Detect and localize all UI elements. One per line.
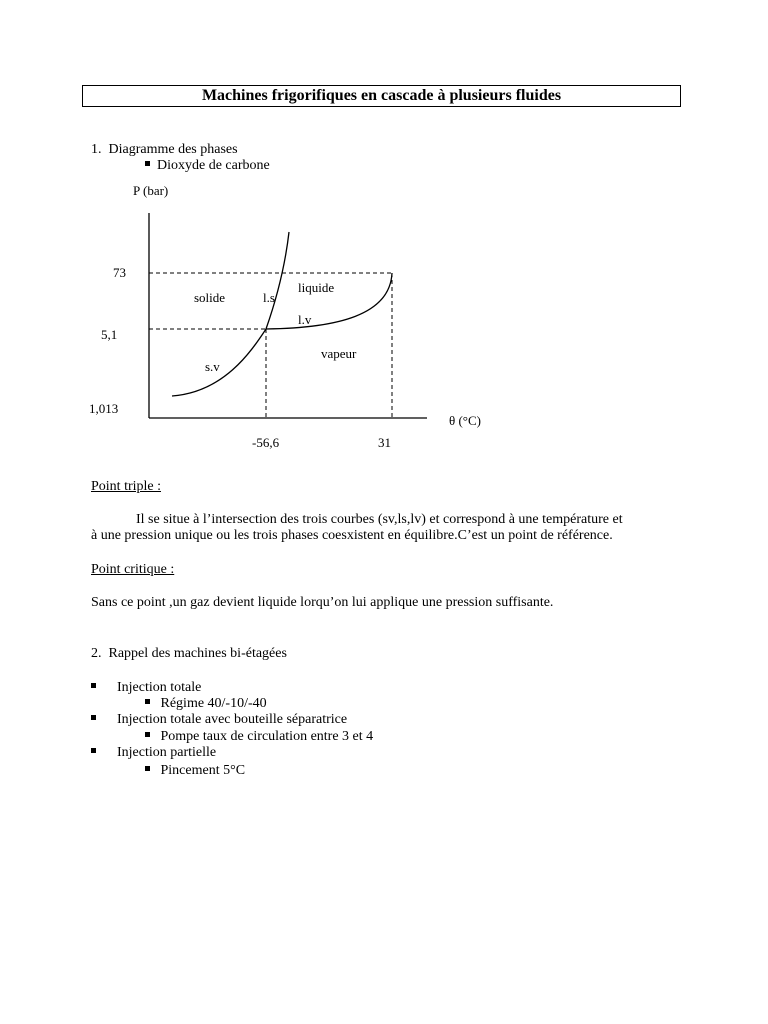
sub-list-item [145, 696, 267, 712]
y-axis-label: P (bar) [133, 183, 169, 198]
bullet-square-icon [91, 683, 96, 688]
y-tick-label: 73 [113, 265, 126, 280]
bullet-square-icon [145, 732, 150, 737]
page-title: Machines frigorifiques en cascade à plusieurs fluides [82, 85, 681, 107]
region-label-liquide: liquide [298, 280, 335, 295]
y-tick-label: 5,1 [101, 327, 118, 342]
bullet-square-icon [91, 715, 96, 720]
section-2-heading: 2. Rappel des machines bi-étagées [91, 646, 287, 661]
region-label-vapeur: vapeur [321, 346, 357, 361]
curve-label-lv: l.v [298, 312, 312, 327]
list-item [91, 745, 216, 761]
list-item-label: Injection partielle [117, 745, 217, 760]
list-item-label: Injection totale avec bouteille séparatrice [117, 712, 348, 727]
x-tick-label: -56,6 [252, 435, 280, 450]
point-critique-heading: Point critique : [91, 562, 175, 577]
point-critique-text: Sans ce point ,un gaz devient liquide lorqu’on lui applique une pression suffisante. [91, 595, 554, 610]
point-triple-text-line2: à une pression unique ou les trois phases coesxistent en équilibre.C’est un point de référence. [91, 528, 613, 543]
region-label-solide: solide [194, 290, 226, 305]
y-tick-label: 1,013 [89, 401, 119, 416]
sub-list-item-label: Pompe taux de circulation entre 3 et 4 [160, 729, 374, 744]
phase-diagram [0, 0, 768, 470]
x-tick-label: 31 [378, 435, 391, 450]
section-1-heading: 1. Diagramme des phases [91, 142, 238, 157]
bullet-square-icon [145, 766, 150, 771]
bullet-square-icon [91, 748, 96, 753]
sub-list-item [145, 729, 373, 745]
ls-curve [266, 232, 289, 329]
bullet-label: Dioxyde de carbone [157, 158, 270, 173]
curve-label-ls: l.s [263, 290, 275, 305]
sub-list-item-label: Pincement 5°C [160, 763, 246, 778]
list-item [91, 712, 347, 728]
curve-label-sv: s.v [205, 359, 220, 374]
list-item [91, 680, 201, 696]
x-axis-label: θ (°C) [449, 413, 482, 428]
point-triple-heading: Point triple : [91, 479, 161, 494]
sub-list-item-label: Régime 40/-10/-40 [160, 696, 267, 711]
list-item-label: Injection totale [117, 680, 202, 695]
bullet-square-icon [145, 699, 150, 704]
sub-list-item [145, 763, 245, 779]
point-triple-text-line1: Il se situe à l’intersection des trois courbes (sv,ls,lv) et correspond à une température et [136, 512, 623, 527]
